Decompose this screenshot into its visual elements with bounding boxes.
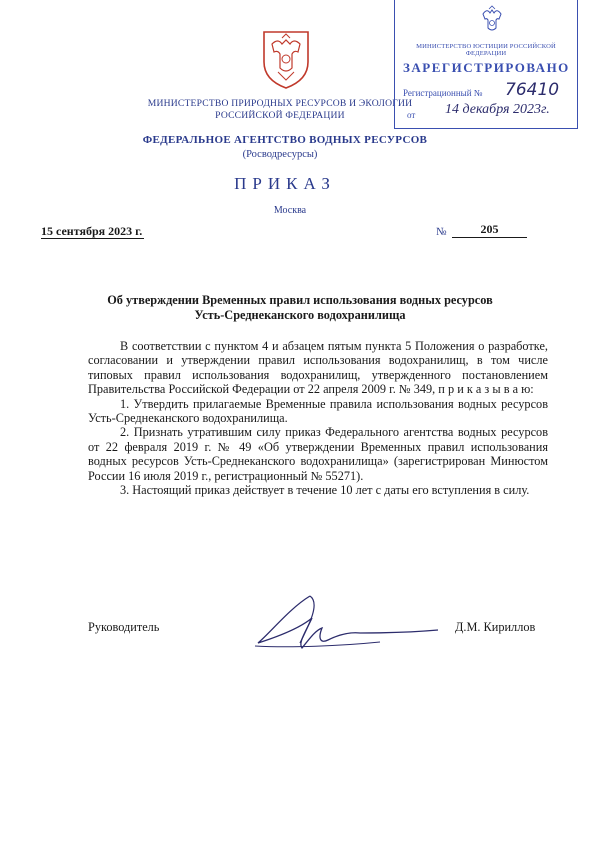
stamp-reg-date: 14 декабря 2023г. <box>445 102 550 117</box>
item-2: 2. Признать утратившим силу приказ Федерального агентства водных ресурсов от 22 февраля 2019 г. № 49 «Об утверждении Временных правил использования водных ресурсов Усть-Среднеканского водохранилища» (зарегистрирован Минюстом России 16 июля 2019 г., регистрационный № 55271). <box>88 425 548 483</box>
ministry-line-2: РОССИЙСКОЙ ФЕДЕРАЦИИ <box>215 110 345 121</box>
stamp-from-label: от <box>407 110 416 120</box>
item-1: 1. Утвердить прилагаемые Временные правила использования водных ресурсов Усть-Среднеканского водохранилища. <box>88 396 548 426</box>
agency-short-name: (Росводресурсы) <box>242 149 318 160</box>
stamp-regno: 76410 <box>505 80 560 100</box>
city: Москва <box>273 205 307 216</box>
item-3: 3. Настоящий приказ действует в течение 10 лет с даты его вступления в силу. <box>120 483 530 498</box>
order-number: 205 <box>452 222 527 238</box>
signatory-name: Д.М. Кириллов <box>455 620 536 634</box>
order-date: 15 сентября 2023 г. <box>41 224 143 238</box>
stamp-regno-label: Регистрационный № <box>403 88 483 98</box>
ministry-header <box>130 98 430 122</box>
coat-of-arms-icon <box>258 28 314 90</box>
stamp-status: ЗАРЕГИСТРИРОВАНО <box>403 60 570 75</box>
stamp-emblem-icon <box>477 4 507 38</box>
title-line-1: Об утверждении Временных правил использования водных ресурсов <box>107 293 493 307</box>
document-title <box>70 293 530 323</box>
registration-stamp <box>394 0 578 129</box>
ministry-line-1: МИНИСТЕРСТВО ПРИРОДНЫХ РЕСУРСОВ И ЭКОЛОГИИ <box>147 98 413 109</box>
signatory-role: Руководитель <box>88 620 160 634</box>
preamble: В соответствии с пунктом 4 и абзацем пятым пункта 5 Положения о разработке, согласовании и утверждении правил использования водохранилищ, в том числе типовых правил использования водохранилищ, утвержденного постановлением Правительства Российской Федерации от 22 апреля 2009 г. № 349, п р и к а з ы в а ю: <box>88 339 548 397</box>
stamp-ministry: МИНИСТЕРСТВО ЮСТИЦИИ РОССИЙСКОЙ ФЕДЕРАЦИИ <box>416 43 556 57</box>
handwritten-signature <box>250 588 440 658</box>
document-type: ПРИКАЗ <box>234 174 336 193</box>
title-line-2: Усть-Среднеканского водохранилища <box>194 308 406 322</box>
agency-name: ФЕДЕРАЛЬНОЕ АГЕНТСТВО ВОДНЫХ РЕСУРСОВ <box>142 134 428 146</box>
number-sign: № <box>436 226 447 238</box>
document-body <box>88 339 548 497</box>
